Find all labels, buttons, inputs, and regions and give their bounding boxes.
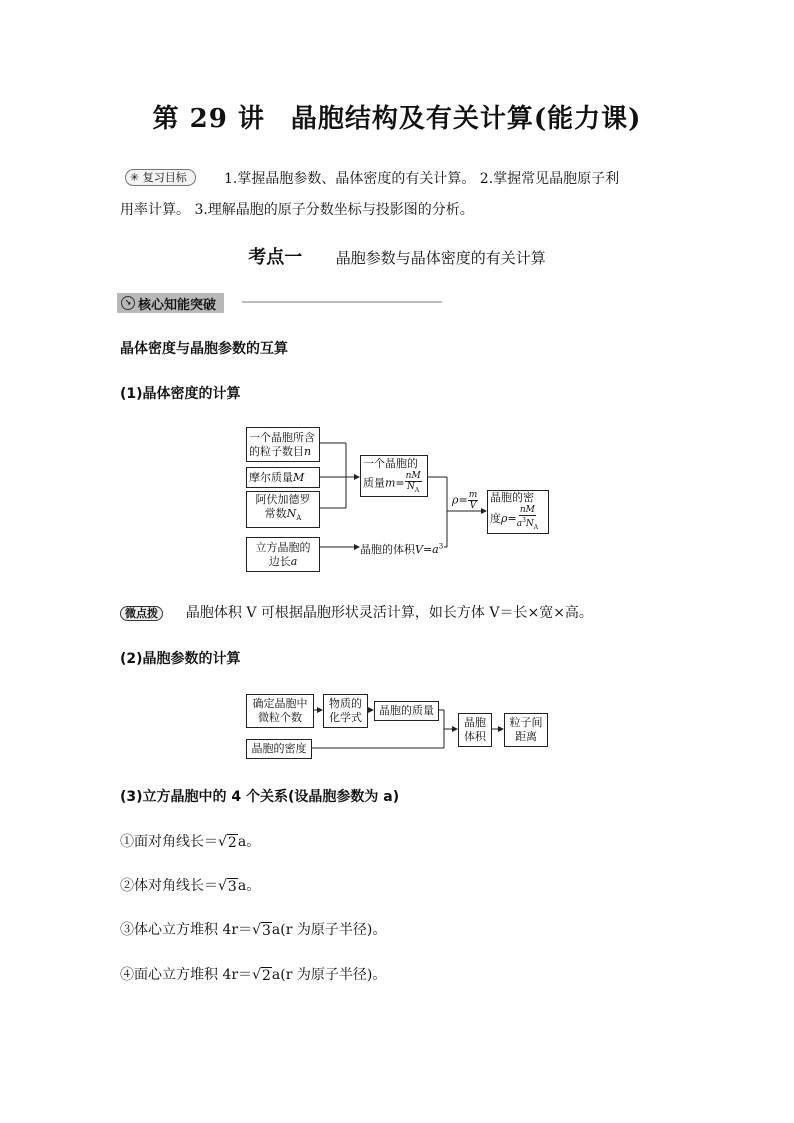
- cell-mass-eq: m=: [385, 475, 405, 489]
- cell-mass-line2: 质量: [363, 475, 385, 489]
- section-title: 晶胞参数与晶体密度的有关计算: [335, 249, 546, 267]
- relation-fcc: [120, 964, 386, 984]
- cell-density-step-label: 晶胞的密度: [251, 742, 307, 755]
- section-label: 考点一: [248, 247, 303, 268]
- sqrt-sign: √ 3: [218, 878, 237, 895]
- cell-volume-step-line1: 晶胞: [464, 716, 486, 729]
- density-result-num: nM: [519, 505, 535, 516]
- arrow-circle-icon: ↘: [121, 296, 135, 310]
- sqrt-sign: √ 3: [252, 922, 271, 939]
- cell-mass-den-subscript: A: [414, 486, 420, 494]
- cell-volume-exp: 3: [438, 542, 444, 551]
- density-result-line1: 晶胞的密: [490, 491, 534, 505]
- formula-step-line1: 物质的: [329, 697, 362, 710]
- lecture-number: 第 29 讲: [152, 104, 265, 134]
- particle-count-step: [246, 694, 314, 728]
- relation-body-diagonal-radicand: 3: [227, 879, 237, 895]
- avogadro-line1: 阿伏加德罗: [255, 493, 311, 507]
- particle-count-line1: 一个晶胞所含: [249, 430, 315, 444]
- relation-face-diagonal: [120, 831, 260, 851]
- part1-heading: (1)晶体密度的计算: [120, 386, 241, 402]
- objectives-badge-label: 复习目标: [142, 171, 187, 184]
- edge-length-line1: 立方晶胞的: [255, 540, 311, 554]
- cell-mass-numerator: nM: [405, 470, 421, 481]
- density-formula-eq: ρ=: [452, 493, 468, 507]
- edge-length-line2: 边长: [268, 554, 291, 568]
- particle-count-line2: 的粒子数目: [249, 444, 304, 458]
- molar-mass-symbol: M: [293, 470, 305, 484]
- sqrt-sign: √ 2: [218, 834, 237, 851]
- avogadro-subscript: A: [296, 514, 302, 523]
- cell-volume-eq: V=a: [415, 543, 439, 556]
- relation-face-diagonal-tail: a。: [237, 834, 261, 850]
- relation-face-diagonal-text: ①面对角线长＝: [120, 834, 218, 850]
- density-result-eq: ρ=: [501, 511, 517, 525]
- density-result-den-sub: A: [533, 523, 539, 531]
- relation-body-diagonal: [120, 875, 260, 895]
- relation-bcc-text: ③体心立方堆积 4r＝: [120, 922, 253, 938]
- cell-mass-step: [374, 701, 439, 721]
- particle-distance-step-line2: 距离: [515, 730, 537, 743]
- density-result-den-exp: 3: [522, 517, 526, 525]
- relation-bcc-tail: a(r 为原子半径)。: [271, 922, 387, 938]
- objectives-line-1: 1.掌握晶胞参数、晶体密度的有关计算。 2.掌握常见晶胞原子利: [224, 171, 620, 187]
- particle-distance-step: [504, 713, 548, 747]
- core-tag-label: 核心知能突破: [138, 297, 217, 313]
- objectives-line-2: 用率计算。 3.理解晶胞的原子分数坐标与投影图的分析。: [120, 202, 474, 218]
- density-result-line2: 度: [490, 511, 501, 525]
- avogadro-symbol: N: [286, 507, 297, 521]
- formula-step: [323, 694, 368, 728]
- star-icon: ✳: [130, 171, 140, 184]
- particle-count-step-line2: 微粒个数: [258, 711, 302, 724]
- relation-bcc: [120, 919, 386, 939]
- particle-count-step-line1: 确定晶胞中: [252, 697, 308, 710]
- edge-length-symbol: a: [290, 554, 298, 568]
- particle-count-symbol: n: [304, 444, 312, 458]
- density-result-den-n: N: [525, 519, 534, 530]
- relation-face-diagonal-radicand: 2: [227, 835, 237, 851]
- tip-badge: 微点拨: [120, 606, 163, 621]
- topic-heading: 晶体密度与晶胞参数的互算: [120, 341, 288, 357]
- cell-volume-text: 晶胞的体积: [360, 543, 415, 556]
- cell-mass-denominator: N: [407, 481, 415, 492]
- cell-mass-step-label: 晶胞的质量: [379, 704, 434, 717]
- relation-body-diagonal-text: ②体对角线长＝: [120, 878, 218, 894]
- cell-density-step: [246, 739, 312, 759]
- relation-fcc-tail: a(r 为原子半径)。: [271, 967, 387, 983]
- cell-volume-step-line2: 体积: [464, 730, 486, 743]
- avogadro-line2: 常数: [264, 507, 287, 521]
- molar-mass-label: 摩尔质量: [249, 470, 293, 484]
- particle-distance-step-line1: 粒子间: [509, 716, 543, 729]
- part2-heading: (2)晶胞参数的计算: [120, 651, 241, 667]
- cell-volume-step: [458, 713, 492, 747]
- relation-fcc-text: ④面心立方堆积 4r＝: [120, 967, 253, 983]
- density-formula-num: m: [468, 490, 478, 500]
- relation-body-diagonal-tail: a。: [237, 878, 261, 894]
- density-formula-den: V: [469, 501, 477, 511]
- formula-step-line2: 化学式: [329, 711, 362, 724]
- sqrt-sign: √ 2: [252, 967, 271, 984]
- density-result-den-a: a: [516, 519, 523, 530]
- lecture-title: 晶胞结构及有关计算(能力课): [290, 104, 642, 134]
- cell-mass-line1: 一个晶胞的: [363, 456, 418, 470]
- tip-text: 晶胞体积 V 可根据晶胞形状灵活计算，如长方体 V＝长×宽×高。: [185, 605, 593, 621]
- part3-heading: (3)立方晶胞中的 4 个关系(设晶胞参数为 a): [120, 789, 400, 805]
- relation-bcc-radicand: 3: [261, 923, 271, 939]
- relation-fcc-radicand: 2: [261, 968, 271, 984]
